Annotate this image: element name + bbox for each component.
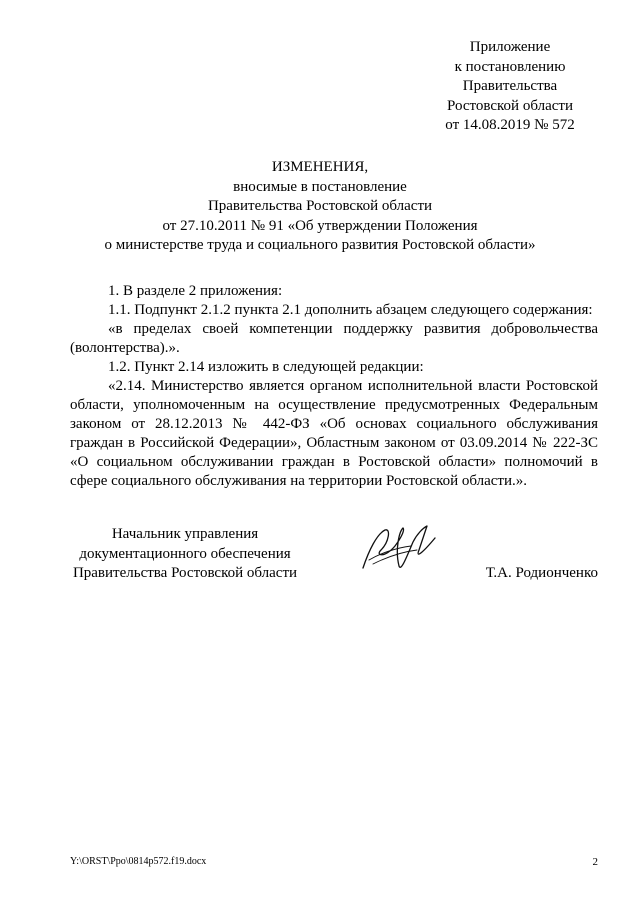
body-paragraph: 1. В разделе 2 приложения: bbox=[108, 283, 283, 299]
position-line: Начальник управления bbox=[111, 526, 259, 542]
title-heading: ИЗМЕНЕНИЯ, bbox=[271, 159, 369, 175]
position-line: Правительства Ростовской области bbox=[72, 565, 298, 581]
body-paragraph: 1.2. Пункт 2.14 изложить в следующей редакции: bbox=[108, 359, 424, 375]
signatory-position bbox=[70, 525, 300, 584]
body-paragraph: 1.1. Подпункт 2.1.2 пункта 2.1 дополнить абзацем следующего содержания: bbox=[108, 302, 593, 318]
document-title bbox=[60, 158, 580, 256]
handwritten-signature bbox=[355, 520, 445, 580]
appendix-line: Ростовской области bbox=[447, 97, 573, 114]
title-line: вносимые в постановление bbox=[233, 178, 407, 195]
appendix-line: от 14.08.2019 № 572 bbox=[445, 117, 575, 133]
body-paragraph: «2.14. Министерство является органом исполнительной власти Ростовской области, уполномоченным на осуществление предусмотренных Федеральным законом от 28.12.2013 № 442-ФЗ «Об основах социального обслуживания граждан в Российской Федерации», Областным законом от 03.09.2014 № 222-ЗС «О социальном обслуживании граждан в Ростовской области» полномочий в сфере социального обслуживания на территории Ростовской области.». bbox=[70, 378, 598, 489]
document-body bbox=[70, 282, 598, 491]
appendix-line: Приложение bbox=[469, 39, 551, 55]
file-path: Y:\ORST\Ppo\0814p572.f19.docx bbox=[70, 856, 207, 867]
title-line: Правительства Ростовской области bbox=[207, 198, 433, 214]
position-line: документационного обеспечения bbox=[79, 545, 291, 562]
signatory-name: Т.А. Родионченко bbox=[485, 565, 598, 581]
appendix-reference bbox=[420, 38, 600, 136]
appendix-line: Правительства bbox=[462, 78, 558, 94]
appendix-line: к постановлению bbox=[454, 58, 566, 75]
page-number: 2 bbox=[592, 856, 598, 868]
body-paragraph: «в пределах своей компетенции поддержку развития добровольчества (волонтерства).». bbox=[70, 321, 598, 356]
title-line: о министерстве труда и социального развития Ростовской области» bbox=[104, 237, 536, 253]
title-line: от 27.10.2011 № 91 «Об утверждении Положения bbox=[162, 217, 478, 234]
